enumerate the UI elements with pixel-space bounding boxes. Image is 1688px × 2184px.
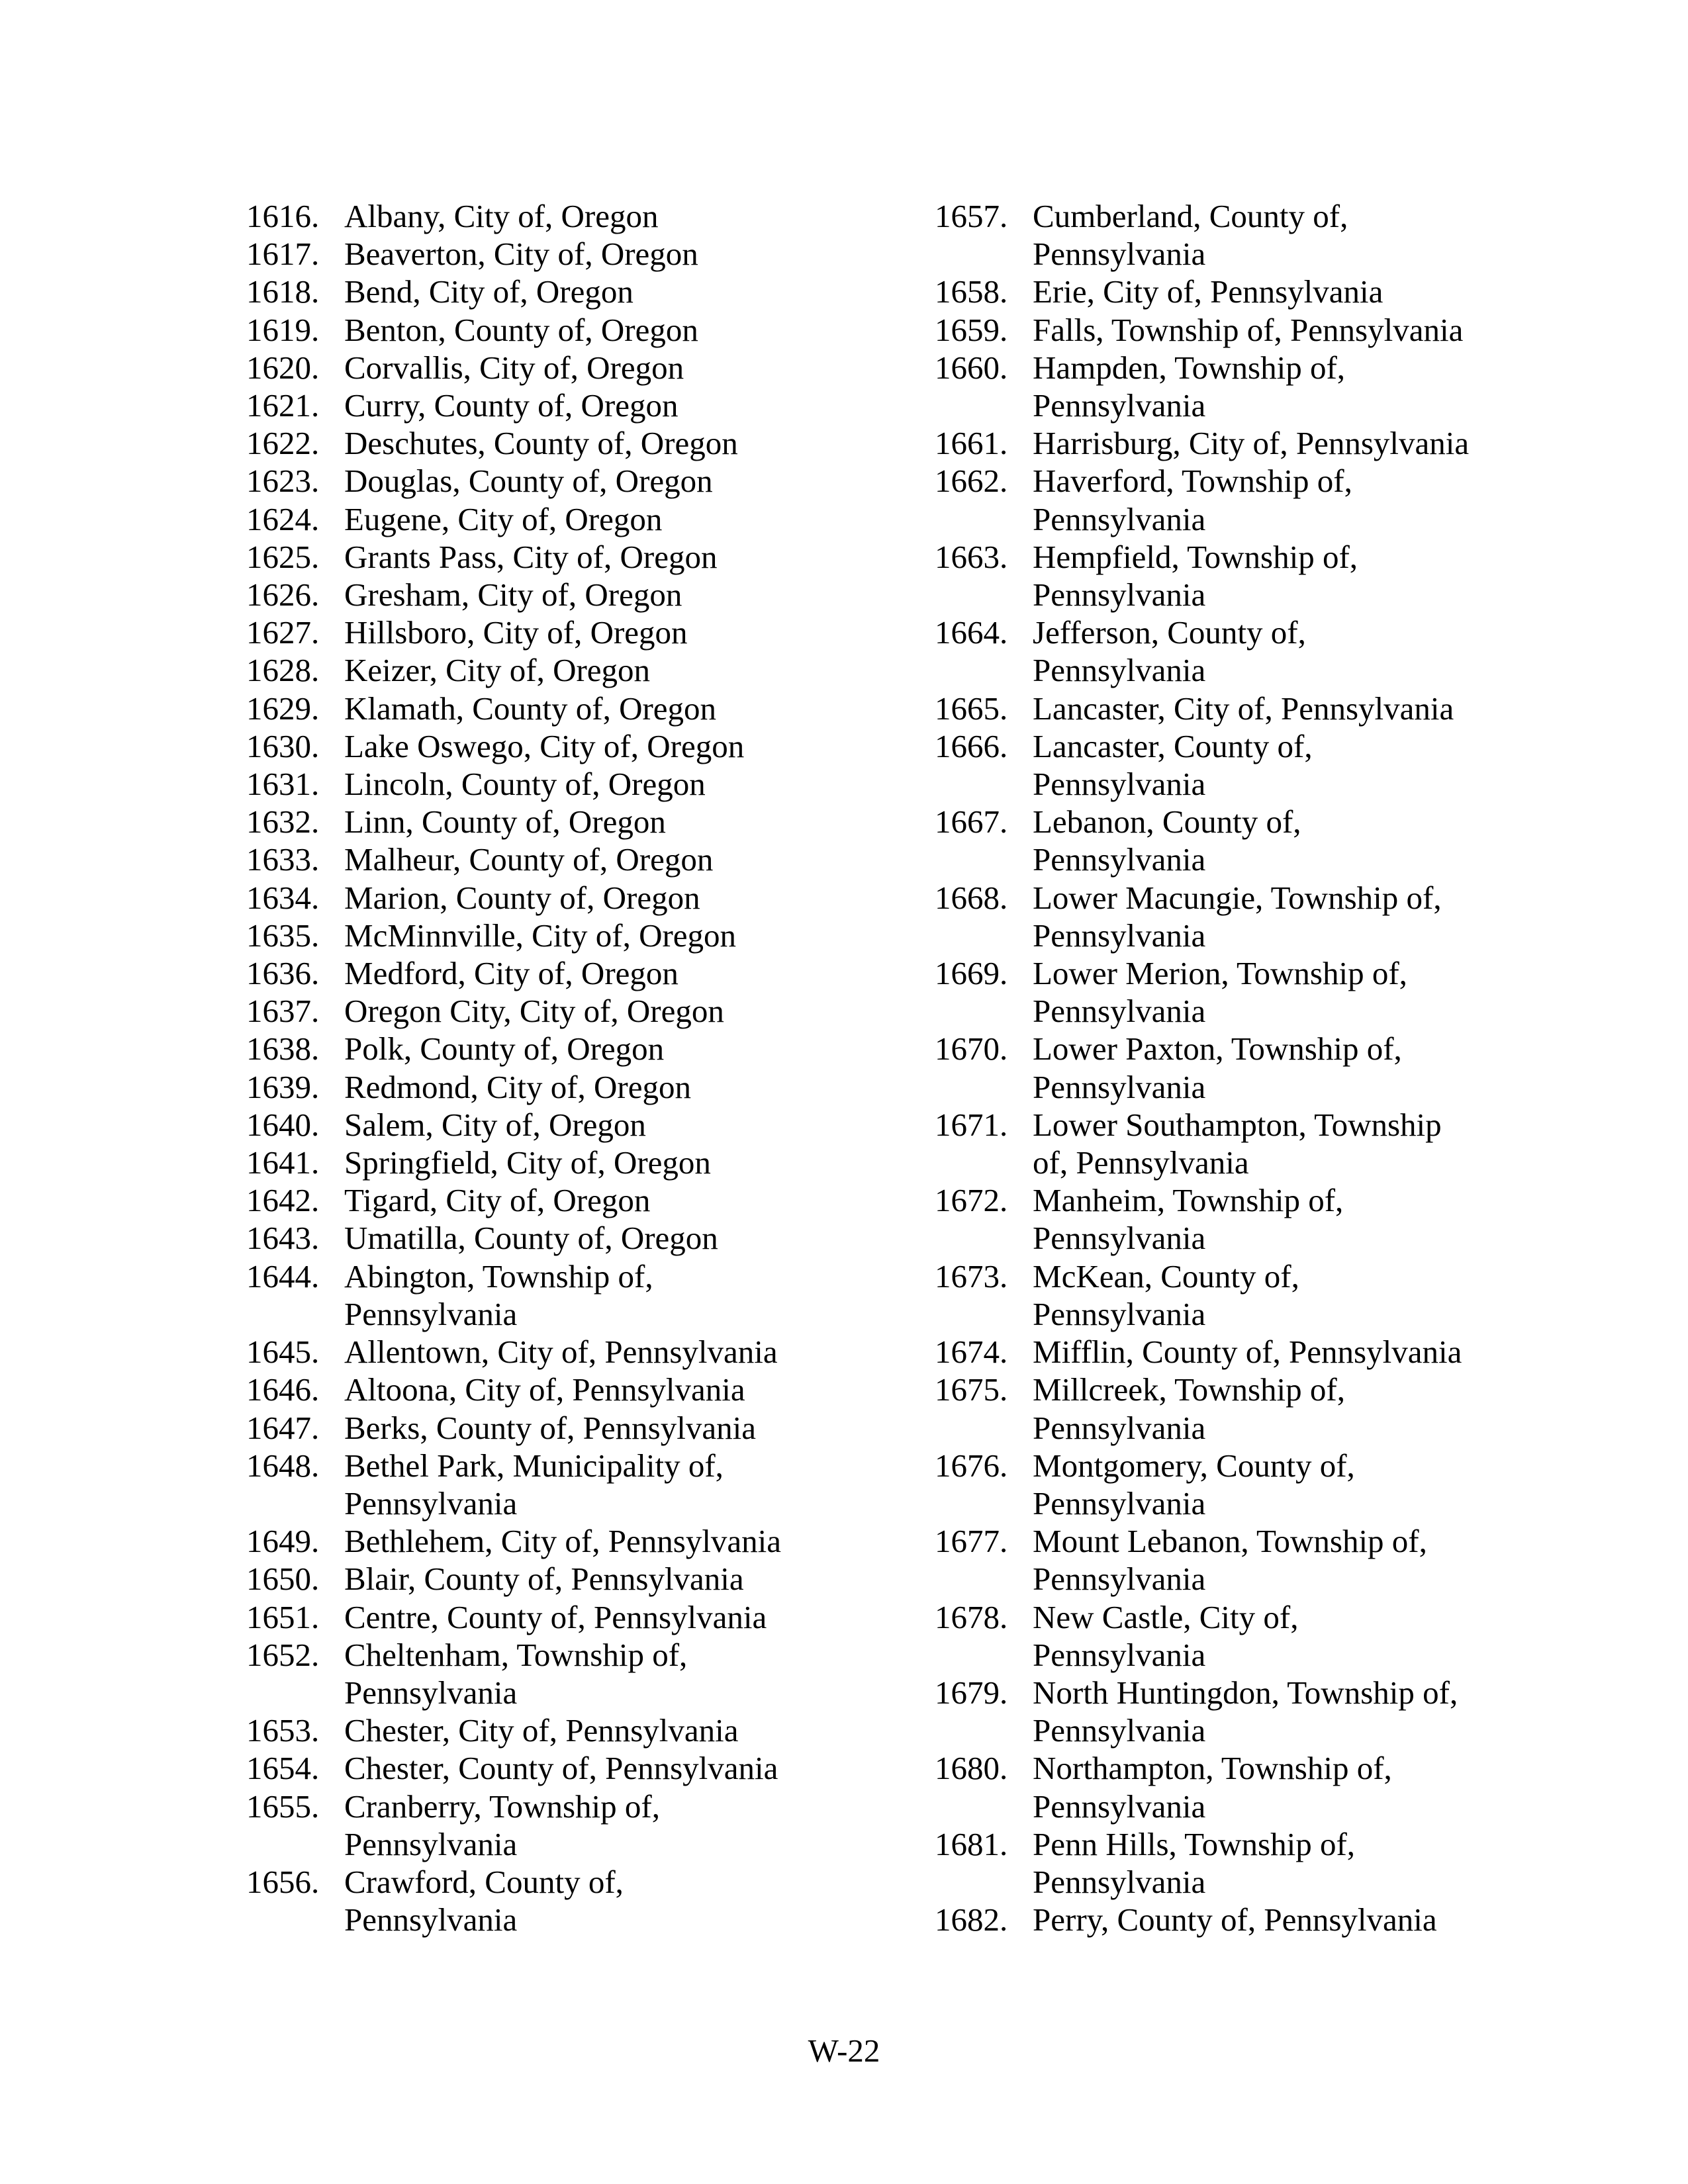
list-item (935, 803, 1570, 878)
list-item (246, 424, 882, 462)
item-text-line: Bethlehem, City of, Pennsylvania (344, 1523, 782, 1560)
item-number: 1680. (935, 1750, 1008, 1787)
item-text (344, 197, 882, 235)
item-number: 1636. (246, 955, 320, 992)
item-number: 1622. (246, 425, 320, 462)
item-text-line: Medford, City of, Oregon (344, 955, 679, 992)
left-column (246, 197, 882, 1938)
item-text (344, 500, 882, 538)
item-text (344, 954, 882, 992)
item-text-line: Northampton, Township of, (1033, 1750, 1392, 1787)
item-number: 1638. (246, 1030, 320, 1068)
list-item (246, 1522, 882, 1560)
item-text-line: Pennsylvania (344, 1901, 518, 1938)
item-number: 1616. (246, 198, 320, 234)
list-item (246, 1788, 882, 1863)
item-number: 1631. (246, 766, 320, 803)
item-text-line: Pennsylvania (1033, 652, 1206, 689)
item-text-line: Pennsylvania (1033, 766, 1206, 803)
item-number: 1635. (246, 917, 320, 954)
item-number: 1619. (246, 311, 320, 348)
item-text (1033, 1181, 1570, 1257)
item-text-line: Erie, City of, Pennsylvania (1033, 273, 1383, 310)
list-item (246, 1106, 882, 1144)
list-item (246, 1068, 882, 1106)
item-text-line: Pennsylvania (1033, 1220, 1206, 1257)
item-text (344, 1447, 882, 1522)
item-text (1033, 1598, 1570, 1674)
item-text-line: of, Pennsylvania (1033, 1144, 1249, 1181)
item-number: 1674. (935, 1334, 1008, 1371)
item-text (344, 538, 882, 576)
item-text-line: Corvallis, City of, Oregon (344, 349, 684, 386)
item-number: 1628. (246, 652, 320, 689)
item-text (344, 1636, 882, 1711)
item-number: 1642. (246, 1182, 320, 1219)
list-item (246, 1598, 882, 1636)
item-text (1033, 954, 1570, 1030)
item-number: 1657. (935, 198, 1008, 234)
item-number: 1637. (246, 993, 320, 1030)
item-text (344, 576, 882, 614)
item-text (344, 235, 882, 273)
item-number: 1651. (246, 1598, 320, 1635)
item-text (1033, 1674, 1570, 1749)
item-text-line: Tigard, City of, Oregon (344, 1182, 651, 1219)
item-number: 1629. (246, 690, 320, 727)
item-text-line: Bend, City of, Oregon (344, 273, 633, 310)
item-number: 1623. (246, 463, 320, 500)
item-number: 1630. (246, 727, 320, 764)
item-text-line: Chester, City of, Pennsylvania (344, 1712, 739, 1749)
list-item (246, 1371, 882, 1408)
item-text (1033, 349, 1570, 424)
item-number: 1670. (935, 1030, 1008, 1068)
item-text-line: Lower Macungie, Township of, (1033, 879, 1442, 916)
item-number: 1646. (246, 1371, 320, 1408)
item-text-line: Lower Southampton, Township (1033, 1106, 1442, 1143)
item-number: 1639. (246, 1068, 320, 1105)
item-text (1033, 1333, 1570, 1371)
item-text (344, 1749, 882, 1787)
item-text (344, 1333, 882, 1371)
list-item (246, 1144, 882, 1181)
item-text-line: Hillsboro, City of, Oregon (344, 614, 688, 651)
item-number: 1676. (935, 1447, 1008, 1484)
item-text (1033, 1106, 1570, 1181)
item-number: 1673. (935, 1257, 1008, 1295)
item-text-line: Marion, County of, Oregon (344, 879, 700, 916)
item-text-line: Grants Pass, City of, Oregon (344, 538, 718, 575)
item-text-line: Cranberry, Township of, (344, 1788, 660, 1825)
item-text-line: Lebanon, County of, (1033, 803, 1301, 841)
item-number: 1677. (935, 1523, 1008, 1560)
item-text (344, 690, 882, 727)
item-text-line: Chester, County of, Pennsylvania (344, 1750, 778, 1787)
item-text-line: Polk, County of, Oregon (344, 1030, 665, 1068)
list-item (246, 197, 882, 235)
item-number: 1675. (935, 1371, 1008, 1408)
item-text (1033, 1825, 1570, 1901)
item-number: 1658. (935, 273, 1008, 310)
item-text-line: Hampden, Township of, (1033, 349, 1346, 386)
item-number: 1656. (246, 1863, 320, 1900)
list-item (935, 311, 1570, 349)
list-item (935, 1598, 1570, 1674)
item-text-line: Pennsylvania (1033, 1484, 1206, 1522)
item-text-line: Oregon City, City of, Oregon (344, 993, 724, 1030)
item-text-line: Mifflin, County of, Pennsylvania (1033, 1334, 1462, 1371)
item-text-line: Haverford, Township of, (1033, 463, 1352, 500)
item-text (1033, 1901, 1570, 1938)
item-number: 1620. (246, 349, 320, 386)
item-text (344, 1711, 882, 1749)
item-text-line: Berks, County of, Pennsylvania (344, 1409, 756, 1446)
item-text (344, 727, 882, 765)
item-text (1033, 538, 1570, 614)
item-number: 1648. (246, 1447, 320, 1484)
item-text-line: Keizer, City of, Oregon (344, 652, 651, 689)
list-item (246, 841, 882, 878)
list-item (246, 727, 882, 765)
item-number: 1627. (246, 614, 320, 651)
item-text (344, 1409, 882, 1447)
item-text-line: Altoona, City of, Pennsylvania (344, 1371, 745, 1408)
item-number: 1669. (935, 955, 1008, 992)
item-text (344, 1863, 882, 1938)
item-text-line: Pennsylvania (1033, 1788, 1206, 1825)
item-text-line: Redmond, City of, Oregon (344, 1068, 691, 1105)
item-text-line: Montgomery, County of, (1033, 1447, 1355, 1484)
list-item (935, 1030, 1570, 1105)
item-number: 1662. (935, 463, 1008, 500)
item-text-line: Pennsylvania (1033, 1295, 1206, 1332)
item-text (1033, 879, 1570, 954)
list-item (246, 538, 882, 576)
item-text-line: Gresham, City of, Oregon (344, 576, 682, 614)
item-text (344, 841, 882, 878)
list-item (246, 917, 882, 954)
item-number: 1650. (246, 1561, 320, 1598)
item-text-line: Beaverton, City of, Oregon (344, 236, 698, 273)
item-text (344, 1068, 882, 1106)
list-item (246, 1219, 882, 1257)
item-text-line: Eugene, City of, Oregon (344, 500, 663, 537)
item-number: 1643. (246, 1220, 320, 1257)
item-text (344, 1144, 882, 1181)
list-item (935, 954, 1570, 1030)
item-number: 1644. (246, 1257, 320, 1295)
list-item (246, 500, 882, 538)
item-text-line: Perry, County of, Pennsylvania (1033, 1901, 1437, 1938)
item-text (344, 614, 882, 651)
item-text-line: Abington, Township of, (344, 1257, 653, 1295)
item-text-line: McKean, County of, (1033, 1257, 1299, 1295)
item-number: 1625. (246, 538, 320, 575)
item-text (1033, 273, 1570, 310)
item-text-line: Lower Paxton, Township of, (1033, 1030, 1402, 1068)
item-text (344, 311, 882, 349)
item-text-line: Curry, County of, Oregon (344, 387, 679, 424)
list-item (246, 1711, 882, 1749)
item-text-line: Pennsylvania (1033, 387, 1206, 424)
list-item (935, 1447, 1570, 1522)
item-text (344, 1219, 882, 1257)
item-number: 1624. (246, 500, 320, 537)
item-number: 1621. (246, 387, 320, 424)
item-text-line: Pennsylvania (1033, 576, 1206, 614)
item-text-line: Lancaster, County of, (1033, 727, 1313, 764)
item-text (344, 1371, 882, 1408)
item-text (1033, 1257, 1570, 1333)
item-number: 1655. (246, 1788, 320, 1825)
item-text (1033, 424, 1570, 462)
item-number: 1649. (246, 1523, 320, 1560)
list-item (935, 273, 1570, 310)
item-text-line: Umatilla, County of, Oregon (344, 1220, 718, 1257)
item-text-line: Hempfield, Township of, (1033, 538, 1358, 575)
item-text-line: Cheltenham, Township of, (344, 1636, 688, 1673)
item-text-line: Centre, County of, Pennsylvania (344, 1598, 767, 1635)
item-number: 1654. (246, 1750, 320, 1787)
item-text-line: Pennsylvania (1033, 1636, 1206, 1673)
item-text (1033, 197, 1570, 273)
item-text (344, 1522, 882, 1560)
item-text (344, 1106, 882, 1144)
list-item (246, 1560, 882, 1598)
item-number: 1660. (935, 349, 1008, 386)
item-text (1033, 803, 1570, 878)
list-item (246, 1447, 882, 1522)
item-text-line: Millcreek, Township of, (1033, 1371, 1345, 1408)
item-text-line: Pennsylvania (344, 1295, 518, 1332)
item-text-line: Salem, City of, Oregon (344, 1106, 646, 1143)
item-text (344, 879, 882, 917)
item-text-line: Manheim, Township of, (1033, 1182, 1344, 1219)
item-text (1033, 1749, 1570, 1825)
item-number: 1632. (246, 803, 320, 841)
list-item (935, 538, 1570, 614)
item-text-line: Pennsylvania (1033, 993, 1206, 1030)
item-text (344, 1181, 882, 1219)
list-item (935, 690, 1570, 727)
item-number: 1661. (935, 425, 1008, 462)
item-text-line: New Castle, City of, (1033, 1598, 1299, 1635)
item-text-line: Douglas, County of, Oregon (344, 463, 713, 500)
list-item (246, 765, 882, 803)
list-item (246, 387, 882, 424)
item-text (344, 651, 882, 689)
item-text-line: Pennsylvania (1033, 917, 1206, 954)
item-text-line: Pennsylvania (1033, 1712, 1206, 1749)
item-text-line: Jefferson, County of, (1033, 614, 1306, 651)
list-item (935, 1371, 1570, 1446)
item-text (344, 424, 882, 462)
item-number: 1634. (246, 879, 320, 916)
list-item (246, 235, 882, 273)
item-text-line: Pennsylvania (1033, 1863, 1206, 1900)
item-text-line: Mount Lebanon, Township of, (1033, 1523, 1427, 1560)
list-item (935, 1901, 1570, 1938)
item-text-line: Pennsylvania (1033, 500, 1206, 537)
list-item (935, 1674, 1570, 1749)
list-item (246, 1333, 882, 1371)
list-item (935, 1181, 1570, 1257)
item-text (1033, 462, 1570, 537)
item-text-line: Linn, County of, Oregon (344, 803, 666, 841)
item-number: 1671. (935, 1106, 1008, 1143)
item-number: 1653. (246, 1712, 320, 1749)
list-item (246, 1409, 882, 1447)
list-item (935, 349, 1570, 424)
list-item (246, 349, 882, 387)
item-text (344, 803, 882, 841)
item-text (344, 1560, 882, 1598)
item-text-line: Allentown, City of, Pennsylvania (344, 1334, 778, 1371)
list-item (935, 879, 1570, 954)
item-number: 1633. (246, 841, 320, 878)
list-item (935, 1749, 1570, 1825)
list-item (246, 1749, 882, 1787)
item-text-line: Pennsylvania (1033, 1068, 1206, 1105)
list-item (246, 879, 882, 917)
list-item (246, 1030, 882, 1068)
item-number: 1659. (935, 311, 1008, 348)
list-item (246, 462, 882, 500)
list-item (935, 614, 1570, 689)
item-text-line: Blair, County of, Pennsylvania (344, 1561, 744, 1598)
item-text (1033, 1447, 1570, 1522)
list-item (246, 1863, 882, 1938)
list-item (935, 462, 1570, 537)
list-item (935, 1333, 1570, 1371)
list-item (935, 1106, 1570, 1181)
item-text-line: Pennsylvania (344, 1825, 518, 1862)
item-text (1033, 311, 1570, 349)
list-item (246, 803, 882, 841)
item-text-line: Pennsylvania (1033, 1561, 1206, 1598)
item-text (344, 387, 882, 424)
item-text (1033, 1522, 1570, 1598)
item-text-line: Lower Merion, Township of, (1033, 955, 1407, 992)
item-number: 1668. (935, 879, 1008, 916)
item-number: 1667. (935, 803, 1008, 841)
list-item (935, 1257, 1570, 1333)
item-number: 1682. (935, 1901, 1008, 1938)
item-text (344, 1788, 882, 1863)
item-number: 1672. (935, 1182, 1008, 1219)
item-text (1033, 690, 1570, 727)
item-text-line: Pennsylvania (1033, 841, 1206, 878)
list-item (246, 273, 882, 310)
item-number: 1618. (246, 273, 320, 310)
item-number: 1645. (246, 1334, 320, 1371)
item-text-line: McMinnville, City of, Oregon (344, 917, 737, 954)
item-text (344, 1030, 882, 1068)
list-item (246, 1257, 882, 1333)
item-text-line: Crawford, County of, (344, 1863, 624, 1900)
item-number: 1665. (935, 690, 1008, 727)
list-item (935, 197, 1570, 273)
item-number: 1617. (246, 236, 320, 273)
item-number: 1664. (935, 614, 1008, 651)
item-number: 1681. (935, 1825, 1008, 1862)
item-number: 1626. (246, 576, 320, 614)
item-text-line: Lake Oswego, City of, Oregon (344, 727, 745, 764)
list-item (246, 1636, 882, 1711)
item-text (344, 349, 882, 387)
item-text-line: Malheur, County of, Oregon (344, 841, 714, 878)
item-text-line: Lancaster, City of, Pennsylvania (1033, 690, 1454, 727)
item-text-line: North Huntingdon, Township of, (1033, 1674, 1458, 1711)
item-text (1033, 614, 1570, 689)
list-item (246, 1181, 882, 1219)
item-text-line: Harrisburg, City of, Pennsylvania (1033, 425, 1470, 462)
list-item (246, 614, 882, 651)
list-item (935, 1825, 1570, 1901)
list-item (246, 690, 882, 727)
list-item (935, 1522, 1570, 1598)
item-number: 1679. (935, 1674, 1008, 1711)
item-number: 1652. (246, 1636, 320, 1673)
item-text (344, 1598, 882, 1636)
list-item (246, 651, 882, 689)
item-text (344, 273, 882, 310)
item-number: 1666. (935, 727, 1008, 764)
list-item (935, 424, 1570, 462)
item-text (344, 462, 882, 500)
item-number: 1647. (246, 1409, 320, 1446)
item-text-line: Pennsylvania (344, 1674, 518, 1711)
item-text (1033, 1030, 1570, 1105)
item-text-line: Deschutes, County of, Oregon (344, 425, 738, 462)
item-text-line: Benton, County of, Oregon (344, 311, 698, 348)
item-text-line: Lincoln, County of, Oregon (344, 766, 706, 803)
item-number: 1641. (246, 1144, 320, 1181)
item-text (344, 1257, 882, 1333)
list-item (246, 992, 882, 1030)
item-text-line: Cumberland, County of, (1033, 198, 1348, 234)
item-text-line: Bethel Park, Municipality of, (344, 1447, 724, 1484)
item-number: 1663. (935, 538, 1008, 575)
item-text-line: Pennsylvania (1033, 1409, 1206, 1446)
item-text-line: Klamath, County of, Oregon (344, 690, 717, 727)
item-text (344, 917, 882, 954)
item-text (1033, 727, 1570, 803)
item-text-line: Falls, Township of, Pennsylvania (1033, 311, 1464, 348)
item-number: 1640. (246, 1106, 320, 1143)
item-text-line: Pennsylvania (1033, 236, 1206, 273)
list-item (246, 311, 882, 349)
item-text-line: Springfield, City of, Oregon (344, 1144, 711, 1181)
list-item (246, 954, 882, 992)
list-item (935, 727, 1570, 803)
list-item (246, 576, 882, 614)
item-text (344, 765, 882, 803)
item-number: 1678. (935, 1598, 1008, 1635)
item-text-line: Penn Hills, Township of, (1033, 1825, 1356, 1862)
item-text-line: Albany, City of, Oregon (344, 198, 659, 234)
item-text-line: Pennsylvania (344, 1484, 518, 1522)
item-text (1033, 1371, 1570, 1446)
item-text (344, 992, 882, 1030)
page-number: W-22 (808, 2032, 880, 2069)
right-column (935, 197, 1570, 1938)
